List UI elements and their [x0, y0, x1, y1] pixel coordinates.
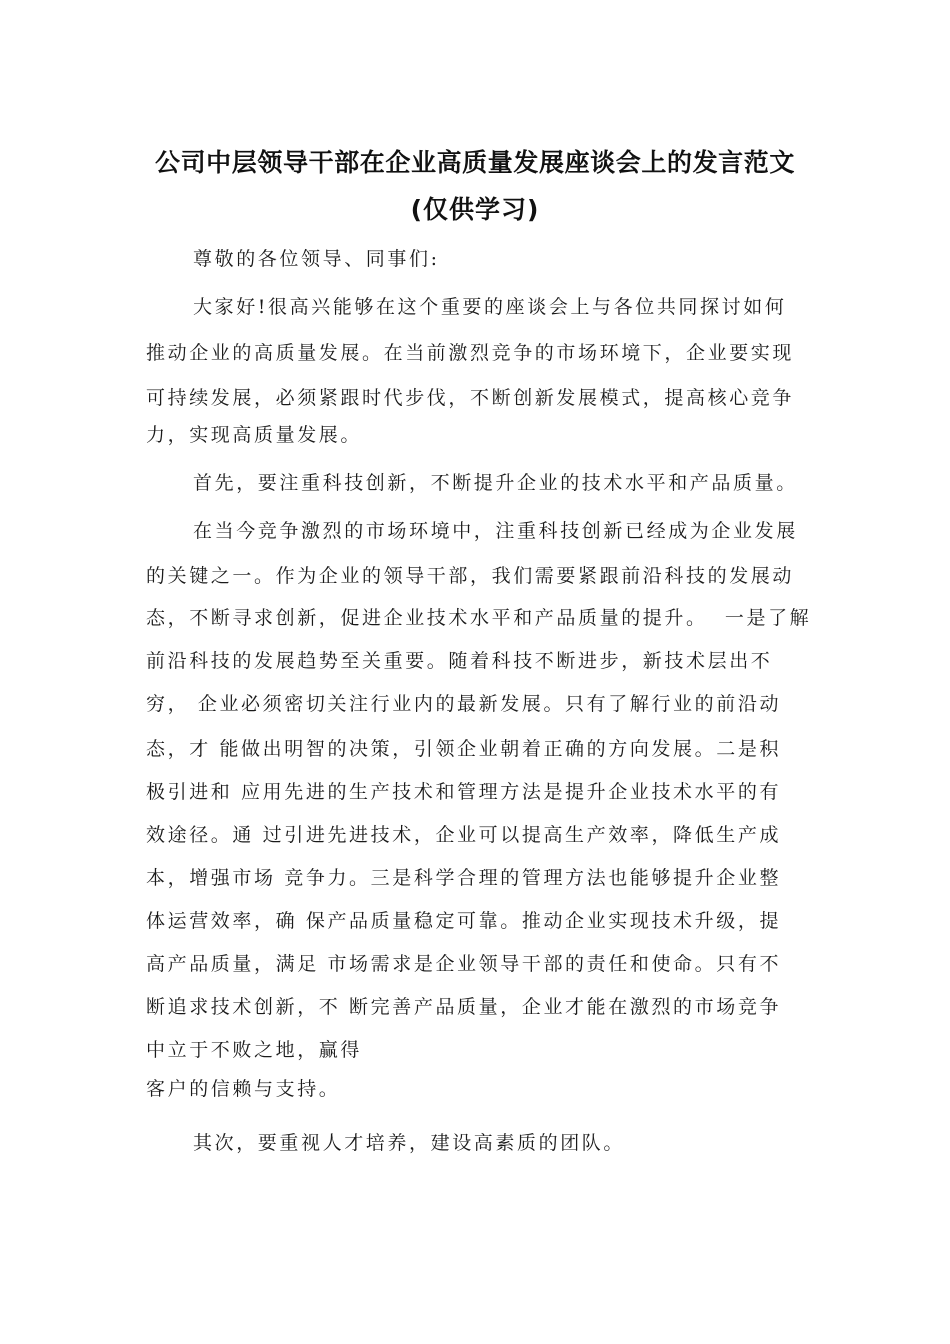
body-text-line: 大家好!很高兴能够在这个重要的座谈会上与各位共同探讨如何 [193, 296, 787, 318]
body-text-line: 的关键之一。作为企业的领导干部，我们需要紧跟前沿科技的发展动 [146, 565, 795, 587]
body-text-line: 前沿科技的发展趋势至关重要。随着科技不断进步，新技术层出不 [146, 650, 773, 672]
body-text-line: 态，不断寻求创新，促进企业技术水平和产品质量的提升。 一是了解 [146, 607, 812, 629]
document-subtitle: (仅供学习) [410, 195, 540, 224]
salutation-line: 尊敬的各位领导、同事们: [193, 248, 440, 270]
body-text-line: 可持续发展，必须紧跟时代步伐，不断创新发展模式，提高核心竞争 [146, 387, 795, 409]
body-text-line: 推动企业的高质量发展。在当前激烈竞争的市场环境下，企业要实现 [146, 342, 795, 364]
body-text-line: 中立于不败之地，赢得 [146, 1039, 363, 1061]
body-text-line: 力，实现高质量发展。 [146, 424, 363, 446]
body-text-line: 客户的信赖与支持。 [146, 1078, 341, 1100]
body-text-line: 体运营效率，确 保产品质量稳定可靠。推动企业实现技术升级，提 [146, 910, 782, 932]
body-text-line: 断追求技术创新，不 断完善产品质量，企业才能在激烈的市场竞争 [146, 996, 782, 1018]
body-text-line: 效途径。通 过引进先进技术，企业可以提高生产效率，降低生产成 [146, 824, 782, 846]
body-text-line: 极引进和 应用先进的生产技术和管理方法是提升企业技术水平的有 [146, 781, 782, 803]
body-text-line: 本，增强市场 竞争力。三是科学合理的管理方法也能够提升企业整 [146, 867, 782, 889]
body-text-line: 高产品质量，满足 市场需求是企业领导干部的责任和使命。只有不 [146, 953, 782, 975]
body-text-line: 在当今竞争激烈的市场环境中，注重科技创新已经成为企业发展 [193, 520, 798, 542]
section-heading-line: 其次，要重视人才培养，建设高素质的团队。 [193, 1132, 626, 1154]
document-title: 公司中层领导干部在企业高质量发展座谈会上的发言范文 [154, 148, 795, 177]
body-text-line: 穷， 企业必须密切关注行业内的最新发展。只有了解行业的前沿动 [146, 693, 782, 715]
section-heading-line: 首先，要注重科技创新，不断提升企业的技术水平和产品质量。 [193, 472, 798, 494]
body-text-line: 态，才 能做出明智的决策，引领企业朝着正确的方向发展。二是积 [146, 738, 782, 760]
